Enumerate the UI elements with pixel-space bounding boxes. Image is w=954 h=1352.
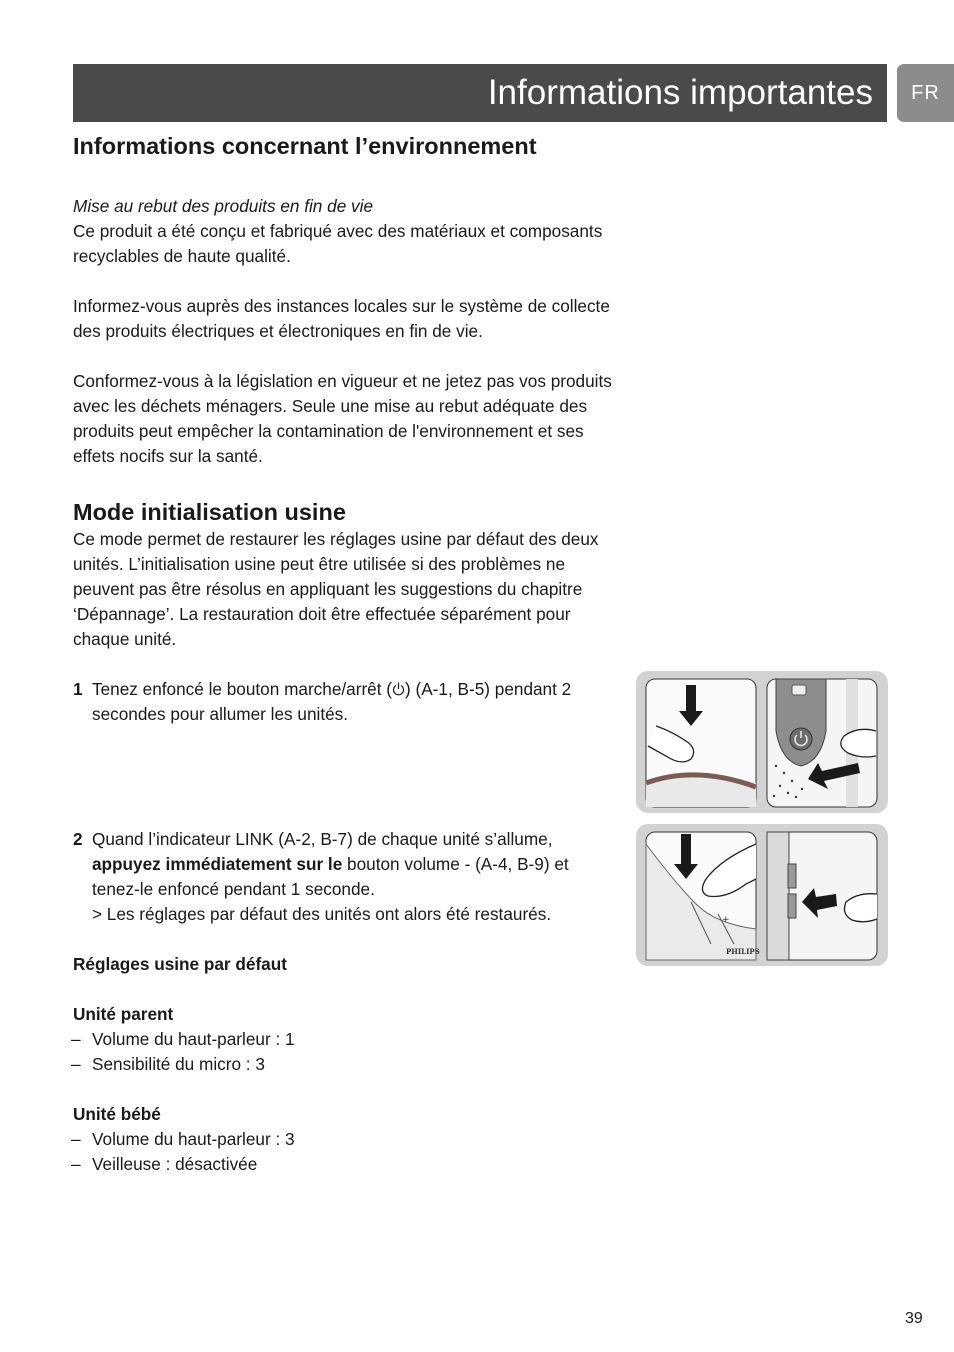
step-2-text: Quand l’indicateur LINK (A-2, B-7) de chaque unité s’allume, bbox=[92, 829, 553, 849]
page-number: 39 bbox=[905, 1310, 923, 1327]
page-title: Informations importantes bbox=[487, 73, 873, 112]
parent-unit-heading: Unité parent bbox=[73, 1004, 174, 1024]
environment-paragraph: Conformez-vous à la législation en vigueur et ne jetez pas vos produits avec les déchets ménagers. Seule une mise au rebut adéquate des produits peut empêcher la contamination de l'environnement et ses effets nocifs sur la santé. bbox=[73, 371, 612, 466]
list-item: – Volume du haut-parleur : 1 bbox=[71, 1029, 295, 1049]
step-2 bbox=[73, 827, 613, 927]
environment-subtitle: Mise au rebut des produits en fin de vie bbox=[73, 196, 374, 216]
step-2-result: > Les réglages par défaut des unités ont alors été restaurés. bbox=[92, 904, 552, 924]
volume-button-illustration bbox=[636, 824, 888, 966]
step-number: 2 bbox=[73, 829, 83, 849]
defaults-heading: Réglages usine par défaut bbox=[73, 954, 287, 974]
step-number: 1 bbox=[73, 679, 83, 699]
header-bar bbox=[73, 64, 887, 122]
step-1 bbox=[73, 677, 613, 727]
environment-heading: Informations concernant l’environnement bbox=[73, 133, 537, 159]
list-item: – Veilleuse : désactivée bbox=[71, 1154, 258, 1174]
list-item: – Sensibilité du micro : 3 bbox=[71, 1054, 265, 1074]
step-1-text-start: Tenez enfoncé le bouton marche/arrêt ( bbox=[92, 679, 392, 699]
power-icon bbox=[392, 682, 405, 696]
baby-unit-list bbox=[73, 1127, 613, 1177]
language-tab: FR bbox=[897, 64, 954, 122]
step-2-text-end: bouton volume - (A-4, B-9) et tenez-le enfoncé pendant 1 seconde. bbox=[92, 854, 569, 899]
parent-unit-list bbox=[73, 1027, 613, 1077]
figure-brand-text: PHILIPS bbox=[726, 947, 760, 956]
factory-reset-intro: Ce mode permet de restaurer les réglages usine par défaut des deux unités. L’initialisation usine peut être utilisée si des problèmes ne peuvent pas être résolus en appliquant les suggestions du chapitre ‘Dépannage’. La restauration doit être effectuée séparément pour chaque unité. bbox=[73, 529, 599, 649]
svg-text:+: + bbox=[722, 915, 730, 925]
environment-paragraph: Informez-vous auprès des instances locales sur le système de collecte des produits électriques et électroniques en fin de vie. bbox=[73, 296, 610, 341]
list-item: – Volume du haut-parleur : 3 bbox=[71, 1129, 295, 1149]
baby-unit-heading: Unité bébé bbox=[73, 1104, 161, 1124]
environment-paragraph: Ce produit a été conçu et fabriqué avec des matériaux et composants recyclables de haute qualité. bbox=[73, 221, 603, 266]
step-1-text-end: ) (A-1, B-5) pendant 2 secondes pour allumer les unités. bbox=[92, 679, 572, 724]
factory-reset-heading: Mode initialisation usine bbox=[73, 499, 346, 525]
power-button-illustration bbox=[636, 671, 888, 813]
main-content bbox=[73, 126, 613, 1202]
step-2-emphasis: appuyez immédiatement sur le bbox=[92, 854, 343, 874]
